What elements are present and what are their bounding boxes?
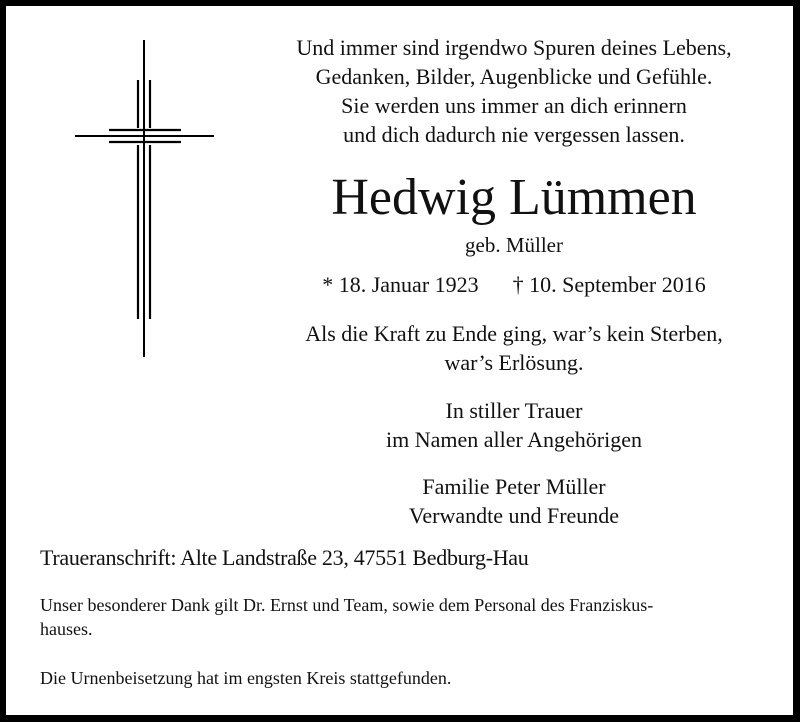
birth-date: * 18. Januar 1923 (322, 272, 479, 297)
life-dates (254, 271, 774, 299)
obituary-card (6, 6, 793, 715)
family-line: Familie Peter Müller (422, 474, 606, 499)
thanks-line: hauses. (40, 619, 93, 639)
mourning-line: In stiller Trauer (445, 398, 583, 423)
death-date: † 10. September 2016 (512, 272, 706, 297)
quote-line: war’s Erlösung. (444, 350, 584, 375)
poem (254, 33, 774, 149)
deceased-name: Hedwig Lümmen (331, 169, 697, 226)
mourning-address: Traueranschrift: Alte Landstraße 23, 47551 Bedburg-Hau (40, 545, 529, 570)
quote (254, 319, 774, 377)
poem-line: Gedanken, Bilder, Augenblicke und Gefühle. (315, 64, 713, 89)
thanks-line: Unser besonderer Dank gilt Dr. Ernst und Team, sowie dem Personal des Franziskus- (40, 595, 654, 615)
maiden-name: geb. Müller (465, 233, 563, 257)
poem-line: Sie werden uns immer an dich erinnern (341, 93, 687, 118)
cross-icon (6, 6, 266, 386)
family-signature (254, 472, 774, 530)
thanks-note (40, 593, 760, 641)
quote-line: Als die Kraft zu Ende ging, war’s kein Sterben, (305, 321, 723, 346)
poem-line: Und immer sind irgendwo Spuren deines Lebens, (296, 35, 732, 60)
poem-line: und dich dadurch nie vergessen lassen. (343, 122, 685, 147)
mourning-line: im Namen aller Angehörigen (386, 427, 642, 452)
family-line: Verwandte und Freunde (408, 503, 620, 528)
mourning-text (254, 396, 774, 454)
burial-note: Die Urnenbeisetzung hat im engsten Kreis stattgefunden. (40, 668, 452, 688)
